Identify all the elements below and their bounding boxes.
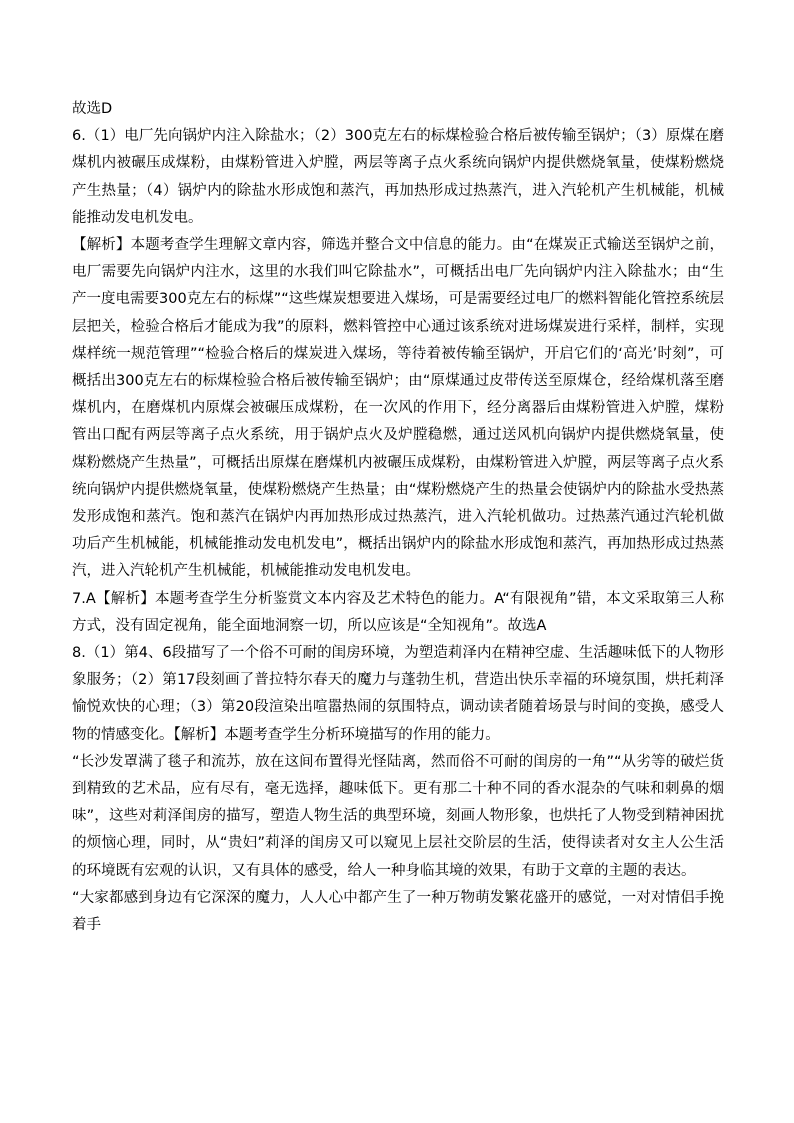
document-page — [72, 96, 724, 939]
paragraph-analysis-6: 【解析】本题考查学生理解文章内容，筛选并整合文中信息的能力。由“在煤炭正式输送至锅炉之前，电厂需要先向锅炉内注水，这里的水我们叫它除盐水”，可概括出电厂先向锅炉内注入除盐水；由“生产一度电需要300克左右的标煤”“这些煤炭想要进入煤场，可是需要经过电厂的燃料智能化管控系统层层把关，检验合格后才能成为我”的原料，燃料管控中心通过该系统对进场煤炭进行采样，制样，实现煤样统一规范管理”“检验合格后的煤炭进入煤场，等待着被传输至锅炉，开启它们的‘高光’时刻”，可概括出300克左右的标煤检验合格后被传输至锅炉；由“原煤通过皮带传送至原煤仓，经给煤机落至磨煤机内，在磨煤机内原煤会被碾压成煤粉，在一次风的作用下，经分离器后由煤粉管进入炉膛，煤粉管出口配有两层等离子点火系统，用于锅炉点火及炉膛稳燃，通过送风机向锅炉内提供燃烧氧量，使煤粉燃烧产生热量”，可概括出原煤在磨煤机内被碾压成煤粉，由煤粉管进入炉膛，两层等离子点火系统向锅炉内提供燃烧氧量，使煤粉燃烧产生热量；由“煤粉燃烧产生的热量会使锅炉内的除盐水受热蒸发形成饱和蒸汽。饱和蒸汽在锅炉内再加热形成过热蒸汽，进入汽轮机做功。过热蒸汽通过汽轮机做功后产生机械能，机械能推动发电机发电”，概括出锅炉内的除盐水形成饱和蒸汽，再加热形成过热蒸汽，进入汽轮机产生机械能，机械能推动发电机发电。 — [72, 237, 724, 580]
paragraph-answer-7: 7.A【解析】本题考查学生分析鉴赏文本内容及艺术特色的能力。A“有限视角”错，本文采取第三人称方式，没有固定视角，能全面地洞察一切，所以应该是“全知视角”。故选A — [72, 590, 724, 634]
paragraph-conclusion-d: 故选D — [72, 101, 113, 117]
paragraph-answer-8: 8.（1）第4、6段描写了一个俗不可耐的闺房环境，为塑造莉泽内在精神空虚、生活趣味低下的人物形象服务；（2）第17段刻画了普拉特尔春天的魔力与蓬勃生机，营造出快乐幸福的环境氛围，烘托莉泽愉悦欢快的心理；（3）第20段渲染出喧嚣热闹的氛围特点，调动读者随着场景与时间的变换，感受人物的情感变化。【解析】本题考查学生分析环境描写的作用的能力。 — [72, 645, 724, 743]
paragraph-analysis-8-part1: “长沙发罩满了毯子和流苏，放在这间布置得光怪陆离，然而俗不可耐的闺房的一角”“从劣等的破烂货到精致的艺术品，应有尽有，毫无选择，趣味低下。更有那二十种不同的香水混杂的气味和刺鼻的烟味”，这些对莉泽闺房的描写，塑造人物生活的典型环境，刻画人物形象，也烘托了人物受到精神困扰的烦恼心理，同时，从“贵妇”莉泽的闺房又可以窥见上层社交阶层的生活，使得读者对女主人公生活的环境既有宏观的认识，又有具体的感受，给人一种身临其境的效果，有助于文章的主题的表达。 — [72, 753, 724, 879]
paragraph-analysis-8-part2: “大家都感到身边有它深深的魔力，人人心中都产生了一种万物萌发繁花盛开的感觉，一对对情侣手挽着手 — [72, 889, 724, 934]
paragraph-answer-6: 6.（1）电厂先向锅炉内注入除盐水；（2）300克左右的标煤检验合格后被传输至锅炉；（3）原煤在磨煤机内被碾压成煤粉，由煤粉管进入炉膛，两层等离子点火系统向锅炉内提供燃烧氧量，使煤粉燃烧产生热量；（4）锅炉内的除盐水形成饱和蒸汽，再加热形成过热蒸汽，进入汽轮机产生机械能，机械能推动发电机发电。 — [72, 128, 724, 226]
